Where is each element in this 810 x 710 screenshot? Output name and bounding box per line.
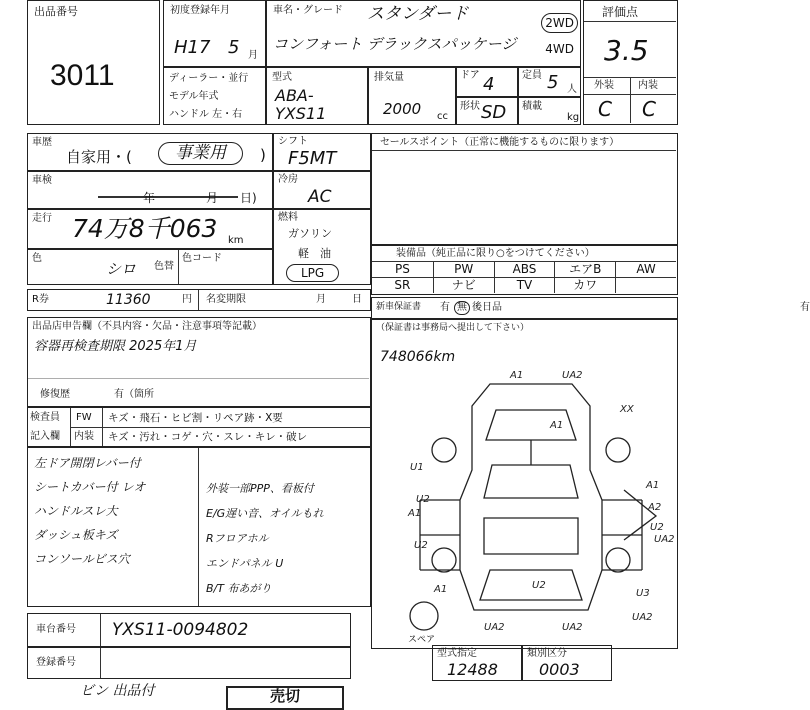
mileage-value: 74万8千063 bbox=[72, 214, 218, 243]
inspector-in: 内装 bbox=[74, 431, 94, 442]
warranty-none: 無 bbox=[454, 301, 470, 315]
first-reg-box bbox=[163, 0, 266, 67]
dealer-label: ディーラー・並行 bbox=[169, 73, 249, 84]
displacement-label: 排気量 bbox=[374, 72, 404, 83]
damage-mark: A1 bbox=[646, 480, 660, 491]
damage-mark: A2 bbox=[648, 502, 662, 513]
doors-value: 4 bbox=[483, 74, 495, 95]
equipment-cell: PW bbox=[433, 261, 494, 277]
inspector-label1: 検査員 bbox=[30, 412, 60, 423]
first-reg-year: H17 bbox=[174, 37, 211, 58]
model-code-label: 型式 bbox=[272, 72, 292, 83]
report-box bbox=[27, 317, 371, 407]
note-right-item: B/T 布あがり bbox=[206, 582, 272, 595]
type-spec-box bbox=[432, 645, 522, 681]
capacity-unit: 人 bbox=[567, 84, 577, 95]
damage-mark: A1 bbox=[550, 420, 564, 431]
load-box bbox=[518, 97, 581, 125]
equipment-grid bbox=[372, 261, 676, 294]
shape-value: SD bbox=[481, 102, 507, 123]
first-reg-month: 5 bbox=[228, 37, 240, 58]
transfer-day: 日 bbox=[352, 294, 362, 305]
equipment-cell: カワ bbox=[554, 277, 615, 293]
lot-box bbox=[27, 0, 160, 125]
drive-2wd: 2WD bbox=[541, 13, 578, 33]
damage-mark: UA2 bbox=[484, 622, 505, 633]
type-spec-label: 型式指定 bbox=[437, 648, 477, 659]
fuel-label: 燃料 bbox=[278, 212, 298, 223]
displacement-box bbox=[368, 67, 456, 125]
equipment-cell: TV bbox=[494, 277, 555, 293]
equipment-cell: エアB bbox=[554, 261, 615, 277]
category-box bbox=[522, 645, 612, 681]
inspection-year: 年 bbox=[143, 191, 156, 205]
recycle-unit: 円 bbox=[182, 294, 192, 305]
color-box bbox=[27, 249, 273, 285]
repair-label: 修復歴 bbox=[40, 389, 70, 400]
shape-box bbox=[456, 97, 518, 125]
equipment-cell: AW bbox=[615, 261, 676, 277]
capacity-label: 定員 bbox=[522, 70, 542, 81]
recycle-value: 11360 bbox=[106, 292, 151, 308]
fuel-gasoline: ガソリン bbox=[288, 227, 332, 240]
registration-box bbox=[27, 647, 351, 679]
recycle-label: R券 bbox=[32, 294, 49, 305]
damage-mark: U3 bbox=[636, 588, 650, 599]
inspection-day: 日) bbox=[240, 191, 257, 205]
damage-mark: UA2 bbox=[654, 534, 675, 545]
damage-mark: U2 bbox=[416, 494, 430, 505]
inspector-box bbox=[27, 407, 371, 447]
aircon-label: 冷房 bbox=[278, 174, 298, 185]
doors-box bbox=[456, 67, 518, 97]
mileage-box bbox=[27, 209, 273, 249]
frame-label: 車台番号 bbox=[36, 624, 76, 635]
damage-mark: UA2 bbox=[632, 612, 653, 623]
history-prefix: 自家用・( bbox=[66, 148, 132, 166]
rating-box bbox=[583, 0, 678, 125]
diagram-box bbox=[371, 319, 678, 649]
handle-label: ハンドル 左・右 bbox=[169, 109, 243, 120]
note-left-item: ダッシュ板キズ bbox=[34, 528, 118, 542]
report-label: 出品店申告欄（不具内容・欠品・注意事項等記載） bbox=[32, 321, 262, 332]
equipment-box bbox=[371, 245, 678, 295]
equipment-cell: ナビ bbox=[433, 277, 494, 293]
warranty-after: 後日品 bbox=[472, 302, 502, 313]
repair-value: 有（箇所 bbox=[114, 389, 154, 400]
aircon-box bbox=[273, 171, 371, 209]
inspector-fw: FW bbox=[76, 412, 92, 423]
damage-mark: U1 bbox=[410, 462, 424, 473]
diagram-mileage-note: 748066km bbox=[380, 349, 456, 365]
stamp: 売切 bbox=[226, 686, 344, 710]
damage-mark: U2 bbox=[650, 522, 664, 533]
fuel-lpg: LPG bbox=[286, 264, 339, 282]
diagram-note: （保証書は事務局へ提出して下さい） bbox=[376, 323, 530, 333]
note-right-item: 外装一部PPP、看板付 bbox=[206, 482, 314, 495]
registration-label: 登録番号 bbox=[36, 657, 76, 668]
sales-point-label: セールスポイント（正常に機能するものに限ります） bbox=[380, 137, 620, 148]
damage-mark: A1 bbox=[408, 508, 422, 519]
model-name-box bbox=[266, 0, 581, 67]
displacement-value: 2000 bbox=[383, 100, 422, 118]
footer-handwritten: ビン 出品付 bbox=[80, 683, 155, 699]
equipment-cell: ABS bbox=[494, 261, 555, 277]
shift-box bbox=[273, 133, 371, 171]
equipment-cell: PS bbox=[372, 261, 433, 277]
capacity-value: 5 bbox=[547, 72, 559, 93]
damage-mark: U2 bbox=[532, 580, 546, 591]
note-left-item: コンソールビス穴 bbox=[34, 552, 130, 566]
frame-box bbox=[27, 613, 351, 647]
rating-score: 3.5 bbox=[604, 34, 649, 67]
color-change-label: 色替 bbox=[154, 261, 174, 272]
history-label: 車歴 bbox=[32, 137, 52, 148]
note-left-item: 左ドア開閉レバー付 bbox=[34, 456, 141, 470]
first-reg-month-unit: 月 bbox=[248, 50, 258, 61]
model-grade-value: コンフォート デラックスパッケージ bbox=[273, 35, 517, 53]
history-value: 事業用 bbox=[158, 142, 243, 165]
spare-label: スペア bbox=[408, 635, 436, 645]
damage-mark: U2 bbox=[414, 540, 428, 551]
inspection-month: 月 bbox=[206, 191, 219, 205]
warranty-box bbox=[371, 297, 810, 319]
history-box bbox=[27, 133, 273, 171]
model-code-box bbox=[266, 67, 368, 125]
color-label: 色 bbox=[32, 253, 42, 264]
rating-int: C bbox=[642, 97, 656, 121]
note-right-item: エンドパネル U bbox=[206, 557, 284, 570]
report-value: 容器再検査期限 2025年1月 bbox=[34, 339, 197, 354]
inspector-fw-text: キズ・飛石・ヒビ割・リペア跡・X要 bbox=[108, 412, 283, 424]
warranty-have: 有 bbox=[800, 302, 810, 313]
rating-ext-label: 外装 bbox=[594, 80, 614, 91]
category-value: 0003 bbox=[539, 660, 580, 679]
note-right-item: Rフロアホル bbox=[206, 532, 269, 545]
color-code-label: 色コード bbox=[182, 253, 222, 264]
model-year-label: モデル年式 bbox=[169, 91, 219, 102]
lot-label: 出品番号 bbox=[34, 5, 78, 18]
transfer-label: 名変期限 bbox=[206, 294, 246, 305]
note-right-item: E/G遅い音、オイルもれ bbox=[206, 507, 324, 520]
color-value: シロ bbox=[106, 260, 137, 278]
damage-mark: UA2 bbox=[562, 370, 583, 381]
model-code-value1: ABA- bbox=[275, 86, 314, 105]
transfer-month: 月 bbox=[316, 294, 326, 305]
inspector-label2: 記入欄 bbox=[30, 431, 60, 442]
equipment-cell bbox=[615, 277, 676, 293]
rating-int-label: 内装 bbox=[638, 80, 658, 91]
damage-mark: XX bbox=[620, 404, 634, 415]
fuel-box bbox=[273, 209, 371, 285]
damage-mark: UA2 bbox=[562, 622, 583, 633]
inspector-in-text: キズ・汚れ・コゲ・穴・スレ・キレ・破レ bbox=[108, 431, 308, 443]
drive-4wd: 4WD bbox=[545, 42, 574, 56]
notes-box bbox=[27, 447, 371, 607]
first-reg-label: 初度登録年月 bbox=[170, 5, 230, 16]
note-left-item: ハンドルスレ大 bbox=[34, 504, 118, 518]
load-title: 積載 bbox=[522, 101, 542, 112]
note-left-item: シートカバー付 レオ bbox=[34, 480, 146, 494]
lot-number: 3011 bbox=[50, 59, 115, 92]
history-suffix: ) bbox=[260, 146, 266, 164]
rating-ext: C bbox=[598, 97, 612, 121]
shape-label: 形状 bbox=[460, 101, 480, 112]
recycle-box bbox=[27, 289, 371, 311]
model-name-value: スタンダード bbox=[367, 4, 469, 24]
shift-label: シフト bbox=[278, 136, 308, 147]
doors-label: ドア bbox=[460, 70, 480, 81]
shift-value: F5MT bbox=[288, 148, 337, 169]
category-label: 類別区分 bbox=[527, 648, 567, 659]
model-code-value2: YXS11 bbox=[275, 104, 327, 123]
mileage-unit: km bbox=[228, 235, 244, 246]
mileage-label: 走行 bbox=[32, 213, 52, 224]
rating-label: 評価点 bbox=[602, 5, 639, 19]
warranty-label: 新車保証書 bbox=[376, 302, 422, 312]
equipment-label: 装備品（純正品に限り○をつけてください） bbox=[396, 248, 595, 259]
inspection-label: 車検 bbox=[32, 175, 52, 186]
displacement-unit: cc bbox=[437, 111, 448, 122]
frame-value: YXS11-0094802 bbox=[112, 620, 249, 640]
capacity-box bbox=[518, 67, 581, 97]
damage-mark: A1 bbox=[510, 370, 524, 381]
aircon-value: AC bbox=[308, 187, 332, 207]
equipment-cell: SR bbox=[372, 277, 433, 293]
load-label: kg bbox=[567, 112, 580, 123]
model-name-label: 車名・グレード bbox=[273, 5, 343, 16]
fuel-diesel: 軽 油 bbox=[298, 247, 331, 260]
type-spec-value: 12488 bbox=[447, 660, 498, 679]
dealer-box bbox=[163, 67, 266, 125]
car-diagram bbox=[372, 320, 675, 645]
sales-point-box bbox=[371, 133, 678, 245]
damage-mark: A1 bbox=[434, 584, 448, 595]
inspection-box bbox=[27, 171, 273, 209]
warranty-have-mark: 有 bbox=[440, 302, 450, 313]
